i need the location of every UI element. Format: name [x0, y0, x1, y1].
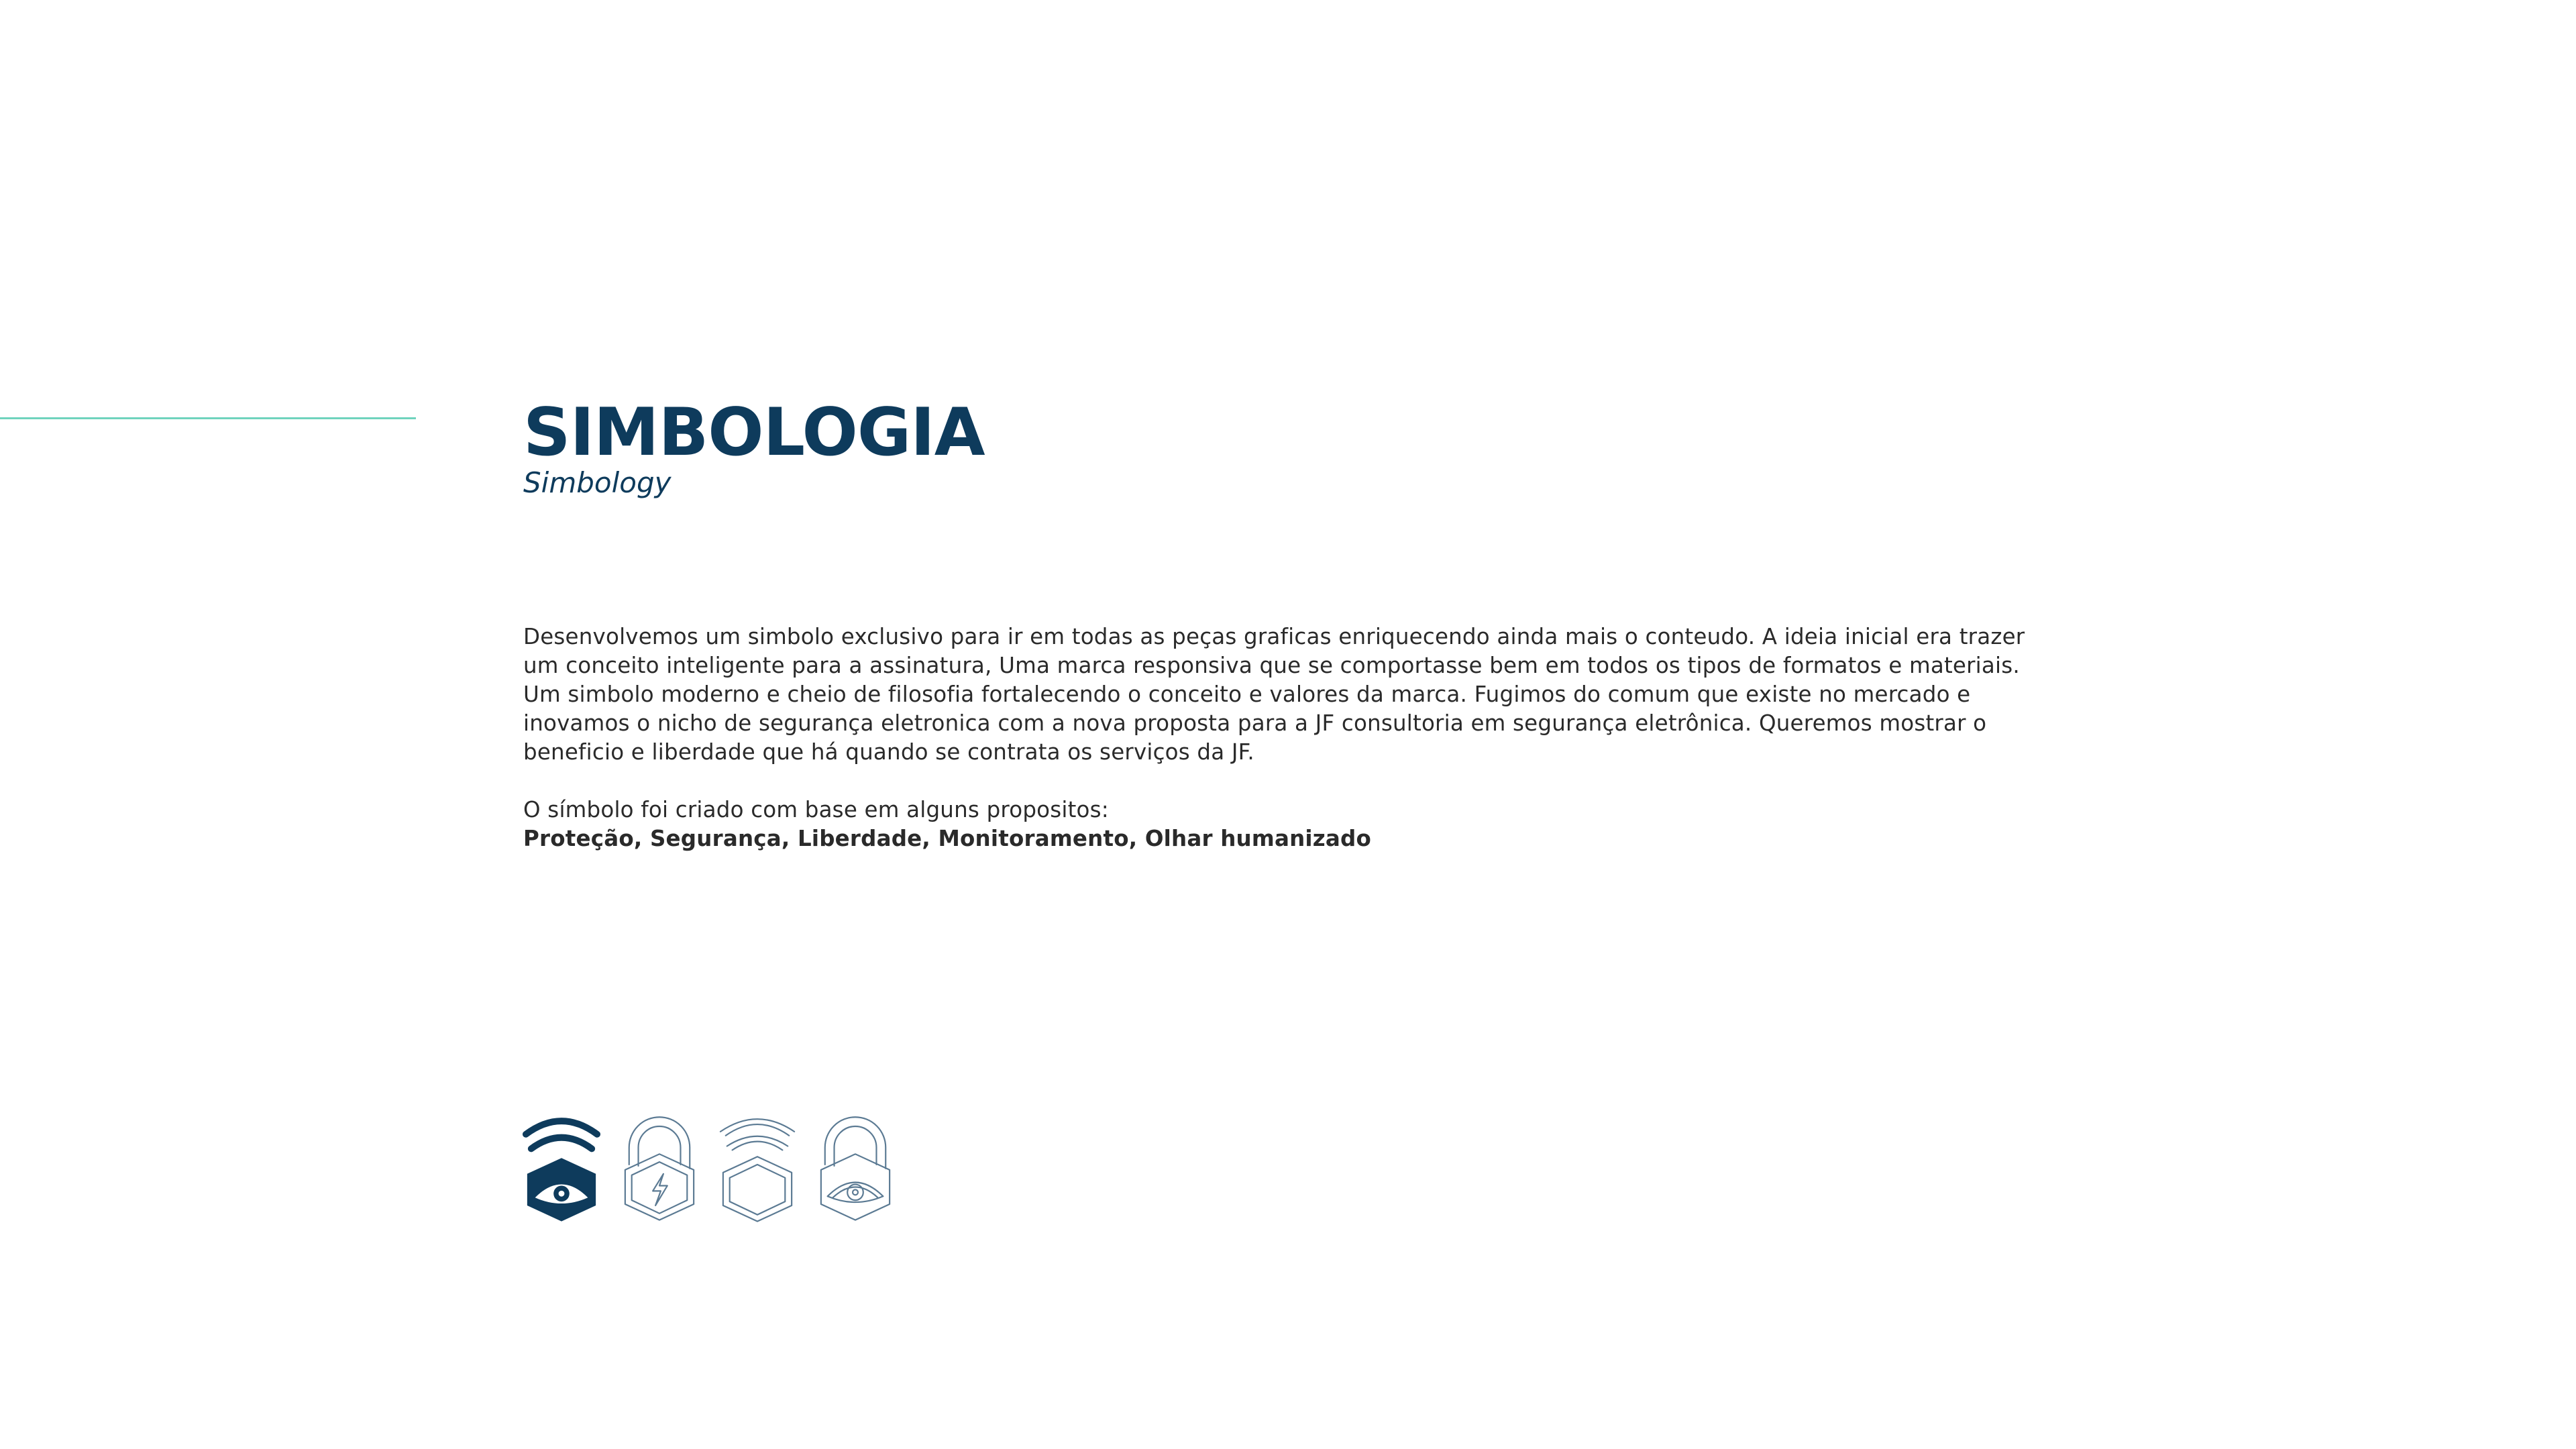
shield-eye-wifi-icon: [522, 1108, 601, 1224]
page-title: SIMBOLOGIA: [523, 394, 985, 471]
description-block: [523, 623, 2053, 853]
description-paragraph: Desenvolvemos um simbolo exclusivo para ir em todas as peças graficas enriquecendo ainda mais o conteudo. A ideia inicial era trazer um conceito inteligente para a assinatura, Uma marca responsiva que se comportasse bem em todos os tipos de formatos e materiais. Um simbolo moderno e cheio de filosofia fortalecendo o conceito e valores da marca. Fugimos do comum que existe no mercado e inovamos o nicho de segurança eletronica com a nova proposta para a JF consultoria em segurança eletrônica. Queremos mostrar o beneficio e liberdade que há quando se contrata os serviços da JF.: [523, 624, 2025, 765]
shield-wifi-icon: [718, 1108, 797, 1224]
padlock-eye-icon: [816, 1108, 895, 1224]
paragraph-spacer: [523, 767, 2053, 796]
padlock-lightning-icon: [620, 1108, 699, 1224]
accent-divider-line: [0, 417, 416, 419]
title-block: [523, 396, 985, 502]
purposes-list: Proteção, Segurança, Liberdade, Monitoramento, Olhar humanizado: [523, 826, 1371, 851]
symbol-icons-row: [522, 1108, 895, 1224]
page-subtitle: Simbology: [523, 466, 672, 499]
purposes-intro: O símbolo foi criado com base em alguns propositos:: [523, 797, 1109, 822]
